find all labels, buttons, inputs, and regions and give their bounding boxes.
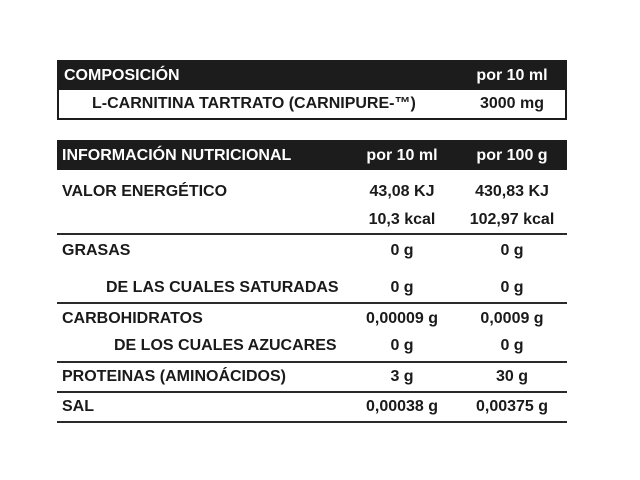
row-carbs-v2: 0,0009 g xyxy=(480,310,544,327)
row-carbs-label: CARBOHIDRATOS xyxy=(62,310,203,327)
row-energy-label: VALOR ENERGÉTICO xyxy=(62,183,228,200)
nutrition-header-col2: por 100 g xyxy=(476,147,548,164)
composition-header-col: por 10 ml xyxy=(476,67,548,84)
row-sugars-v1: 0 g xyxy=(390,337,414,354)
row-saturated-v1: 0 g xyxy=(390,279,414,296)
row-fat-label: GRASAS xyxy=(62,242,131,259)
nutrition-header xyxy=(57,140,567,170)
nutrition-header-label: INFORMACIÓN NUTRICIONAL xyxy=(62,147,292,164)
divider xyxy=(57,421,567,423)
row-energy-v1-kcal: 10,3 kcal xyxy=(368,211,436,228)
row-fat-v1: 0 g xyxy=(390,242,414,259)
divider xyxy=(57,233,567,235)
row-salt-v1: 0,00038 g xyxy=(365,398,439,415)
row-saturated-v2: 0 g xyxy=(500,279,524,296)
row-energy-v2-kcal: 102,97 kcal xyxy=(469,211,555,228)
composition-header xyxy=(59,62,565,90)
row-salt-label: SAL xyxy=(62,398,94,415)
row-protein-v1: 3 g xyxy=(390,368,414,385)
row-energy-v2: 430,83 KJ xyxy=(475,183,549,200)
nutrition-header-col1: por 10 ml xyxy=(366,147,438,164)
composition-table xyxy=(57,60,567,120)
row-fat-v2: 0 g xyxy=(500,242,524,259)
row-saturated-label: DE LAS CUALES SATURADAS xyxy=(106,279,339,296)
divider xyxy=(57,361,567,363)
row-sugars-label: DE LOS CUALES AZUCARES xyxy=(114,337,337,354)
composition-item-name: L-CARNITINA TARTRATO (CARNIPURE-™) xyxy=(92,95,416,112)
row-protein-v2: 30 g xyxy=(495,368,528,385)
divider xyxy=(57,391,567,393)
row-energy-v1: 43,08 KJ xyxy=(369,183,435,200)
divider xyxy=(57,302,567,304)
row-carbs-v1: 0,00009 g xyxy=(365,310,439,327)
row-salt-v2: 0,00375 g xyxy=(475,398,549,415)
row-sugars-v2: 0 g xyxy=(500,337,524,354)
composition-header-label: COMPOSICIÓN xyxy=(64,67,180,84)
composition-item-value: 3000 mg xyxy=(479,95,545,112)
row-protein-label: PROTEINAS (AMINOÁCIDOS) xyxy=(62,368,286,385)
